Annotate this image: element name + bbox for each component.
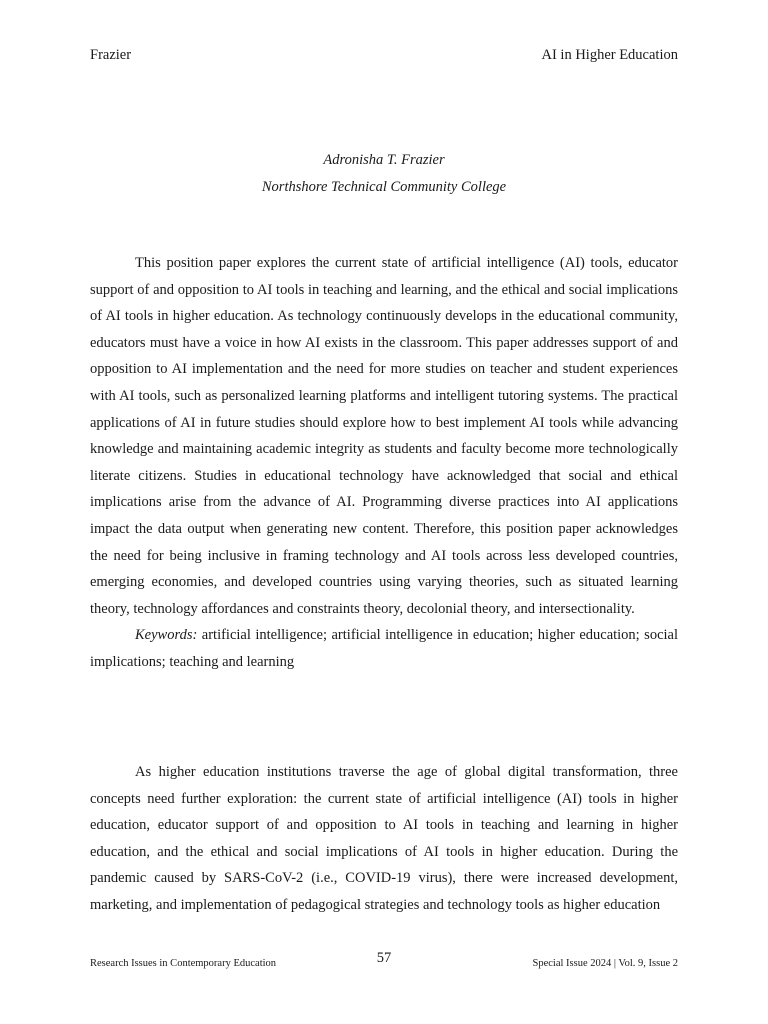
running-head [90, 47, 678, 64]
author-name: Adronisha T. Frazier [323, 152, 445, 168]
abstract-section [90, 250, 678, 676]
footer-issue-info: Special Issue 2024 | Vol. 9, Issue 2 [532, 958, 678, 969]
author-affiliation: Northshore Technical Community College [261, 178, 507, 195]
running-head-title: AI in Higher Education [541, 47, 678, 63]
keywords-label: Keywords: [135, 627, 198, 644]
introduction-paragraph: As higher education institutions traverse the age of global digital transformation, three concepts need further exploration: the current state of artificial intelligence (AI) tools in higher education, educator support of and opposition to AI tools in teaching and learning in higher education, and the ethical and social implications of AI tools in higher education. During the pandemic caused by SARS-CoV-2 (i.e., COVID-19 virus), there were increased development, marketing, and implementation of pedagogical strategies and technology tools as higher education [90, 764, 678, 913]
abstract-paragraph: This position paper explores the current state of artificial intelligence (AI) tools, educator support of and opposition to AI tools in teaching and learning, and the ethical and social implications of AI tools in higher education. As technology continuously develops in the educational community, educators must have a voice in how AI exists in the classroom. This paper addresses support of and opposition to AI implementation and the need for more studies on teacher and student experiences with AI tools, such as personalized learning platforms and intelligent tutoring systems. The practical applications of AI in future studies should explore how to best implement AI tools while advancing knowledge and maintaining academic integrity as students and faculty become more technologically literate citizens. Studies in educational technology have acknowledged that social and ethical implications arise from the advance of AI. Programming diverse practices into AI applications impact the data output when generating new content. Therefore, this position paper acknowledges the need for being inclusive in framing technology and AI tools across less developed countries, emerging economies, and developed countries using varying theories, such as situated learning theory, technology affordances and constraints theory, decolonial theory, and intersectionality. [90, 255, 678, 617]
page-number: 57 [376, 950, 392, 966]
running-head-author: Frazier [90, 47, 132, 63]
introduction-section [90, 759, 678, 919]
footer-journal-name: Research Issues in Contemporary Education [90, 958, 277, 969]
keywords-paragraph [90, 622, 678, 675]
page-footer [90, 950, 678, 972]
keywords-list: artificial intelligence; artificial intelligence in education; higher education; social implications; teaching and learning [90, 627, 679, 670]
byline [90, 147, 678, 200]
